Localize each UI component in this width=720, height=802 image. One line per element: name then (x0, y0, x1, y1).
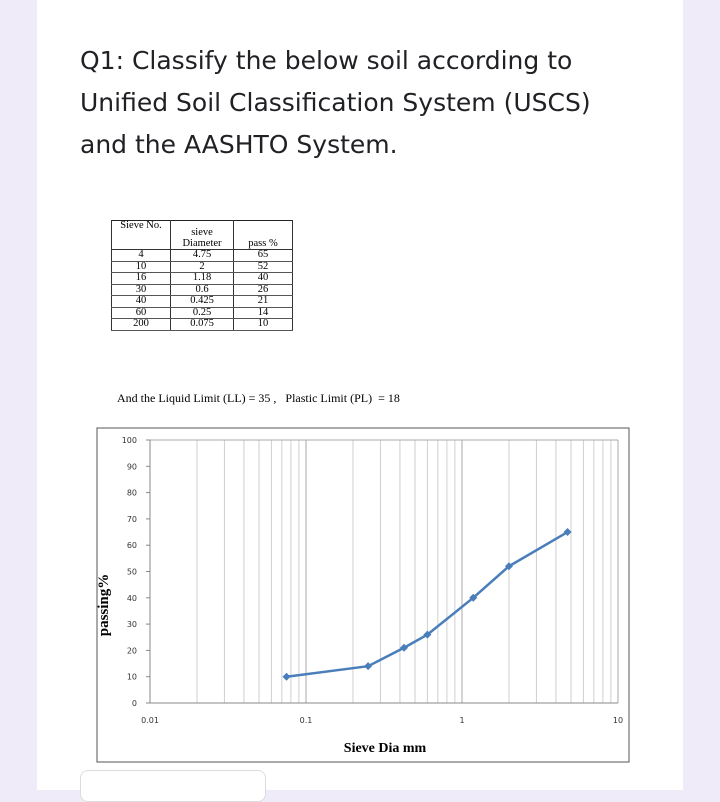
question-text (80, 40, 640, 166)
plot-frame (97, 428, 629, 762)
table-row (112, 250, 293, 262)
y-tick-label: 20 (126, 646, 137, 656)
cell-pass: 21 (234, 296, 293, 308)
table-row (112, 307, 293, 319)
question-line-3: and the AASHTO System. (80, 130, 398, 159)
cell-sieve: 40 (112, 296, 171, 308)
cell-diameter: 2 (171, 261, 234, 273)
cell-sieve: 10 (112, 261, 171, 273)
question-line-1: Q1: Classify the below soil according to (80, 46, 573, 75)
header-sieve-diameter: sieve Diameter (171, 221, 234, 250)
x-tick-label: 1 (459, 716, 465, 725)
table-row (112, 273, 293, 285)
cell-diameter: 1.18 (171, 273, 234, 285)
cell-diameter: 0.075 (171, 319, 234, 331)
cell-diameter: 0.6 (171, 284, 234, 296)
table-row (112, 261, 293, 273)
next-element-stub (80, 770, 266, 802)
y-tick-label: 10 (126, 672, 137, 682)
table-row (112, 296, 293, 308)
gradation-chart (80, 425, 632, 765)
x-tick-label: 0.1 (299, 716, 313, 725)
cell-pass: 65 (234, 250, 293, 262)
y-tick-label: 60 (126, 541, 137, 551)
cell-sieve: 4 (112, 250, 171, 262)
sieve-table (111, 220, 293, 331)
cell-sieve: 30 (112, 284, 171, 296)
header-sieve-no: Sieve No. (112, 221, 171, 250)
x-tick-label: 0.01 (141, 716, 159, 725)
cell-pass: 14 (234, 307, 293, 319)
cell-pass: 26 (234, 284, 293, 296)
y-tick-label: 40 (126, 593, 137, 603)
y-tick-label: 30 (126, 620, 137, 630)
cell-diameter: 4.75 (171, 250, 234, 262)
question-line-2: Unified Soil Classification System (USCS) (80, 88, 591, 117)
y-tick-label: 90 (126, 462, 137, 472)
y-tick-label: 80 (126, 488, 137, 498)
cell-pass: 40 (234, 273, 293, 285)
cell-sieve: 60 (112, 307, 171, 319)
header-pass: pass % (234, 221, 293, 250)
y-tick-label: 0 (131, 699, 137, 708)
cell-diameter: 0.425 (171, 296, 234, 308)
cell-diameter: 0.25 (171, 307, 234, 319)
cell-sieve: 200 (112, 319, 171, 331)
x-tick-label: 10 (612, 716, 624, 725)
y-tick-label: 70 (126, 514, 137, 524)
y-tick-label: 100 (121, 436, 137, 445)
cell-pass: 10 (234, 319, 293, 331)
cell-sieve: 16 (112, 273, 171, 285)
y-tick-label: 50 (126, 567, 137, 577)
x-axis-label: Sieve Dia mm (343, 741, 427, 756)
table-row (112, 319, 293, 331)
table-row (112, 284, 293, 296)
y-axis-label: passing% (96, 573, 112, 637)
limits-text: And the Liquid Limit (LL) = 35 , Plastic Limit (PL) = 18 (117, 391, 400, 405)
cell-pass: 52 (234, 261, 293, 273)
